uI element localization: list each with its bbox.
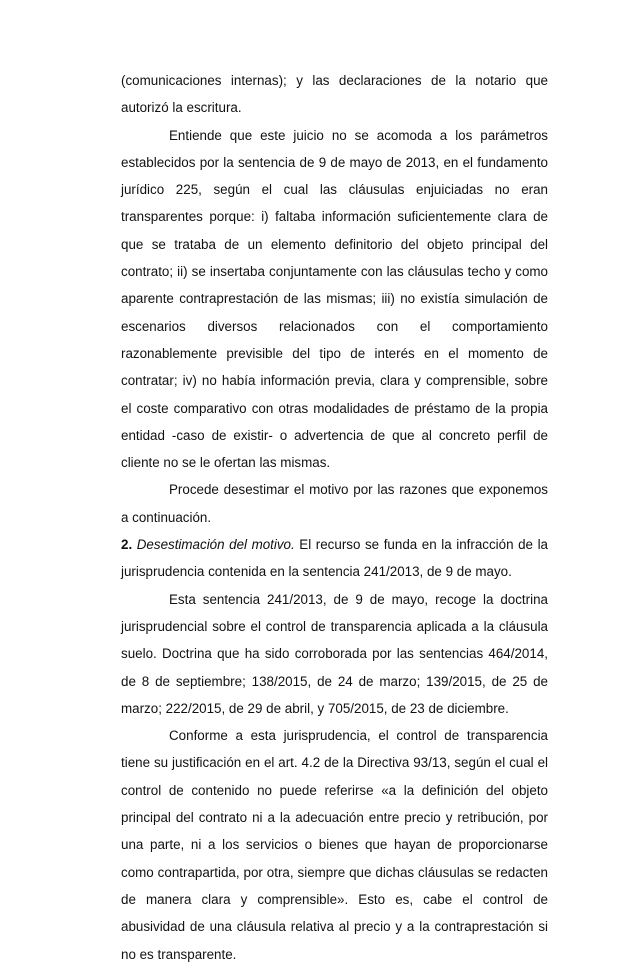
paragraph-esta-sentencia: Esta sentencia 241/2013, de 9 de mayo, recoge la doctrina jurisprudencial sobre el control de transparencia aplicada a la cláusula suelo. Doctrina que ha sido corroborada por las sentencias 464/2014, de 8 de septiembre; 138/2015, de 24 de marzo; 139/2015, de 25 de marzo; 222/2015, de 29 de abril, y 705/2015, de 23 de diciembre. [121, 591, 548, 716]
section-text: El recurso se funda en la infracción de la jurisprudencia contenida en la sentencia 241/2013, de 9 de mayo. [121, 537, 548, 580]
paragraph-entiende: Entiende que este juicio no se acomoda a los parámetros establecidos por la sentencia de 9 de mayo de 2013, en el fundamento jurídico 225, según el cual las cláusulas enjuiciadas no eran transparentes porque: i) faltaba información suficientemente clara de que se trataba de un elemento definitorio del objeto principal del contrato; ii) se insertaba conjuntamente con las cláusulas techo y como aparente contraprestación de las mismas; iii) no existía simulación de escenarios diversos relacionados con el comportamiento razonablemente previsible del tipo de interés en el momento de contratar; iv) no había información previa, clara y comprensible, sobre el coste comparativo con otras modalidades de préstamo de la propia entidad -caso de existir- o advertencia de que al concreto perfil de cliente no se le ofertan las mismas. [121, 127, 548, 471]
paragraph-conforme: Conforme a esta jurisprudencia, el control de transparencia tiene su justificación en el art. 4.2 de la Directiva 93/13, según el cual el control de contenido no puede referirse «a la definición del objeto principal del contrato ni a la adecuación entre precio y retribución, por una parte, ni a los servicios o bienes que hayan de proporcionarse como contrapartida, por otra, siempre que dichas cláusulas se redacten de manera clara y comprensible». Esto es, cabe el control de abusividad de una cláusula relativa al precio y a la contraprestación si no es transparente. [121, 728, 548, 962]
section-number: 2. [121, 537, 133, 553]
section-heading: Desestimación del motivo. [136, 537, 295, 553]
paragraph-procede: Procede desestimar el motivo por las razones que exponemos a continuación. [121, 482, 548, 525]
paragraph-section-2 [121, 531, 548, 586]
document-body [121, 67, 548, 968]
paragraph-continuation: (comunicaciones internas); y las declaraciones de la notario que autorizó la escritura. [121, 73, 548, 116]
